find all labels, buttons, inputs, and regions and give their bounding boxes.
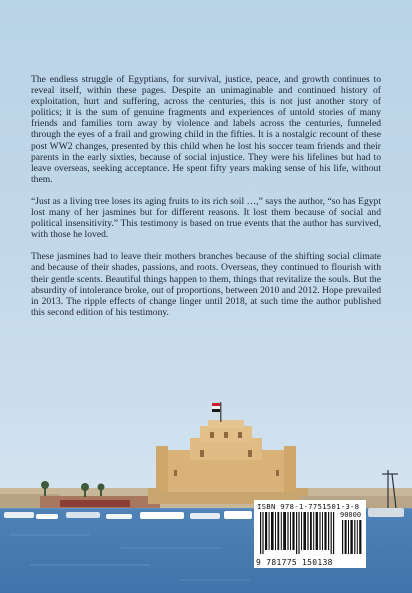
blurb-paragraph-2: “Just as a living tree loses its aging fruits to its rich soil …,” says the author, “so has Egypt lost many of her jasmines but for different reasons. It lost them because of social and political insensitivity.” This testimony is based on true events that the author has survived, with those he loved.: [31, 195, 381, 241]
blurb-paragraph-1: The endless struggle of Egyptians, for survival, justice, peace, and growth continues to reveal itself, within these pages. Despite an unimaginable and continued history of exploitation, hurt and suffering, across the centuries, this is not just another story of politics; it is the sum of genuine fragments and experiences of untold stories of many friends and families torn away by violence and labels across the centuries, funneled through the eyes of a frail and growing child in the fifties. It is a nostalgic recount of these post WW2 changes, presented by this child when he lost his soccer team friends and their parents in the early sixties, because of social injustice. They were his lifelines but had to leave overseas, seeking acceptance. He spent fifty years making sense of his life, without them.: [31, 74, 381, 185]
flag-red-stripe: [212, 403, 220, 406]
red-building: [60, 500, 130, 507]
isbn-label: ISBN 978-1-7751501-3-8: [257, 502, 360, 511]
price-addon: 90000: [340, 511, 362, 519]
back-cover-blurb: [31, 74, 381, 329]
blurb-paragraph-3: These jasmines had to leave their mothers branches because of the shifting social climate and because of their shades, passions, and roots. Overseas, they continued to flourish with their gentle scents. Beautiful things happen to them, things that revitalize the souls. But the absurdity of intolerance broke, out of proportions, between 2010 and 2012. Hope prevailed in 2013. The ripple effects of change linger until 2018, at such time the author published this second edition of his testimony.: [31, 251, 381, 318]
barcode-digits: 9 781775 150138: [256, 558, 333, 567]
isbn-barcode: [254, 500, 366, 568]
sea-ripples: [10, 535, 250, 580]
qaitbay-citadel: [148, 402, 308, 504]
